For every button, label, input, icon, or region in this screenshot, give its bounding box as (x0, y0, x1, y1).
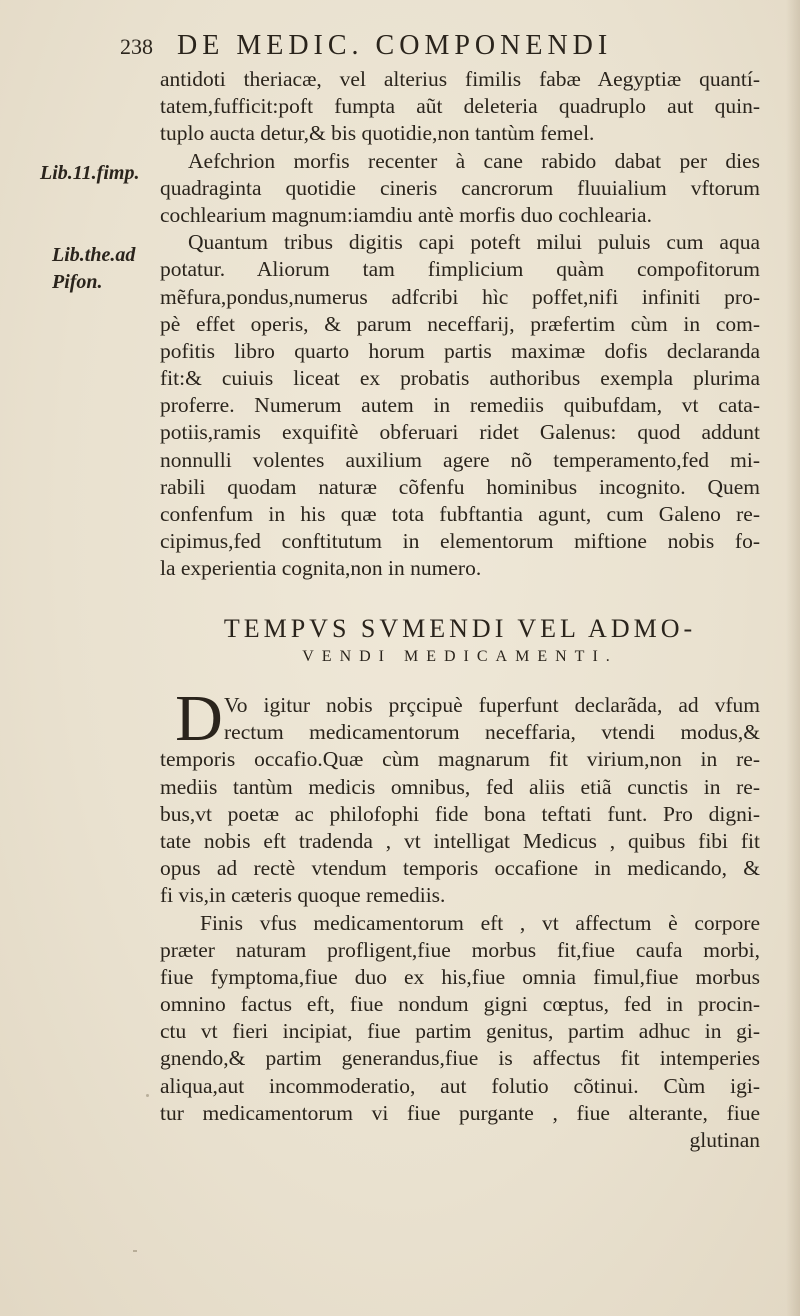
text-line: aliqua,aut incommoderatio, aut folutio cõtinui. Cùm igi- (160, 1073, 760, 1098)
text-line: rectum medicamentorum neceffaria, vtendi modus,& (224, 720, 760, 745)
text-line: potatur. Aliorum tam fimplicium quàm compofitorum (160, 257, 760, 282)
text-line: præter naturam profligent,fiue morbus fit,fiue caufa morbi, (160, 937, 760, 962)
text-line: pè effet operis, & parum neceffarij, præfertim cùm in com- (160, 311, 760, 336)
text-line: potiis,ramis exquifitè obferuari ridet Galenus: quod addunt (160, 420, 760, 445)
page-edge-shadow (786, 0, 800, 1316)
margin-note-lib-simp: Lib.11.fimp. (40, 162, 140, 184)
text-line: fi vis,in cæteris quoque remediis. (160, 883, 446, 908)
text-line: omnino factus eft, fiue nondum gigni cœptus, fed in procin- (160, 992, 760, 1017)
text-line: rabili quodam naturæ cõfenfu hominibus incognito. Quem (160, 474, 760, 499)
text-line: ctu vt fieri incipiat, fiue partim genitus, partim adhuc in gi- (160, 1019, 760, 1044)
text-line: gnendo,& partim generandus,fiue is affectus fit intemperies (160, 1046, 760, 1071)
section-heading-line-2: VENDI MEDICAMENTI. (302, 648, 618, 665)
text-line: tuplo aucta detur,& bis quotidie,non tantùm femel. (160, 121, 595, 146)
text-line: antidoti theriacæ, vel alterius fimilis fabæ Aegyptiæ quantí- (160, 67, 760, 91)
text-block-bottom (160, 682, 760, 1154)
section-heading-line-1: TEMPVS SVMENDI VEL ADMO- (223, 614, 697, 643)
text-line: cipimus,fed conftitutum in elementorum miftione nobis fo- (160, 529, 760, 554)
text-block-top (160, 66, 760, 583)
paper-speck (146, 1094, 149, 1097)
margin-note-pison: Pifon. (52, 271, 103, 293)
text-line: tate nobis eft tradenda , vt intelligat Medicus , quibus fibi fit (160, 828, 760, 853)
text-line: opus ad rectè vtendum temporis occafione in medicando, & (160, 856, 760, 881)
text-line: Finis vfus medicamentorum eft , vt affectum è corpore (200, 910, 760, 935)
page-number: 238 (120, 34, 153, 59)
text-line: proferre. Numerum autem in remediis quibufdam, vt cata- (160, 393, 760, 418)
text-line: Vo igitur nobis prçcipuè fuperfunt declarãda, ad vfum (224, 693, 760, 717)
text-line: pofitis libro quarto horum partis maximæ dofis declaranda (160, 338, 760, 363)
text-line: la experientia cognita,non in numero. (160, 556, 482, 581)
text-line: cochlearium magnum:iamdiu antè morfis duo cochlearia. (160, 202, 652, 227)
text-line: Aefchrion morfis recenter à cane rabido dabat per dies (188, 148, 760, 173)
margin-note-lib-the: Lib.the.ad (52, 244, 136, 266)
text-line: mediis tantùm medicis omnibus, fed aliis etiã cunctis in re- (160, 774, 760, 799)
catchword: glutinan (689, 1128, 760, 1152)
text-line: tatem,fufficit:poft fumpta aũt deleteria quadruplo aut quin- (160, 94, 760, 119)
drop-cap: D (175, 682, 223, 755)
text-line: fiue fymptoma,fiue duo ex his,fiue omnia fimul,fiue morbus (160, 964, 760, 989)
text-line: bus,vt poetæ ac philofophi fide bona teftati funt. Pro digni- (160, 801, 760, 826)
text-line: nonnulli volentes auxilium agere nõ temperamento,fed mi- (160, 447, 760, 472)
text-line: fit:& cuiuis liceat ex probatis authoribus exempla plurima (160, 366, 760, 391)
text-line: confenfum in his quæ tota fubftantia agunt, cum Galeno re- (160, 502, 760, 526)
text-line: mẽfura,pondus,numerus adfcribi hìc poffet,nifi infiniti pro- (160, 284, 760, 309)
text-line: Quantum tribus digitis capi poteft milui puluis cum aqua (188, 230, 760, 255)
text-line: temporis occafio.Quæ cùm magnarum fit virium,non in re- (160, 747, 760, 772)
running-head (120, 30, 740, 64)
text-line: quadraginta quotidie cineris cancrorum fluuialium vftorum (160, 175, 760, 200)
paper-speck (133, 1250, 137, 1252)
running-head-title: DE MEDIC. COMPONENDI (177, 30, 613, 61)
text-line: tur medicamentorum vi fiue purgante , fiue alterante, fiue (160, 1100, 760, 1125)
